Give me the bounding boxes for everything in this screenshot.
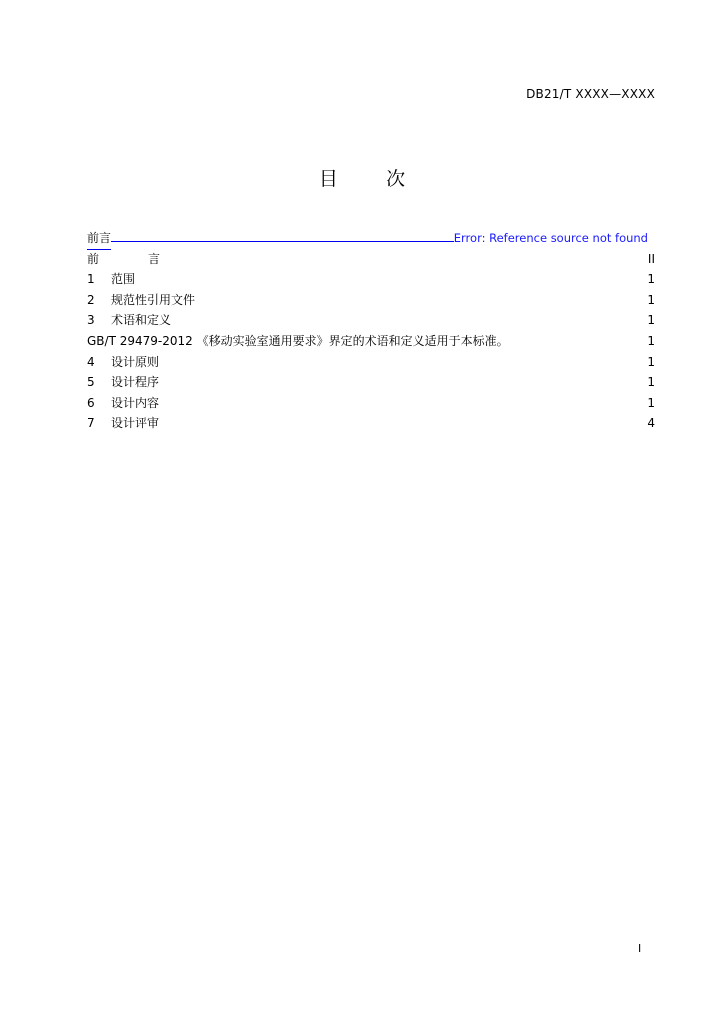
- standard-code: DB21/T XXXX—XXXX: [526, 87, 655, 101]
- toc-entry-label[interactable]: 术语和定义: [111, 313, 172, 328]
- toc-title: 目 次: [318, 168, 406, 190]
- toc-entry-number: 2: [87, 292, 95, 307]
- toc-entry-page[interactable]: 4: [647, 416, 655, 431]
- toc-entry-terms-note[interactable]: [87, 331, 655, 352]
- toc-entry-foreword-link[interactable]: [87, 228, 648, 249]
- toc-entry-page[interactable]: 1: [647, 272, 655, 287]
- toc-entry-design-procedure[interactable]: [87, 372, 655, 393]
- toc-entry-number: 5: [87, 375, 95, 390]
- toc-entry-page[interactable]: 1: [647, 333, 655, 348]
- toc-entry-number: 1: [87, 272, 95, 287]
- toc-entry-label[interactable]: 范围: [111, 272, 136, 287]
- toc-entry-label[interactable]: 设计程序: [111, 375, 160, 390]
- toc-entry-label[interactable]: 设计原则: [111, 354, 160, 369]
- toc-entry-terms[interactable]: [87, 310, 655, 331]
- page-number: I: [638, 942, 642, 955]
- toc-entry-design-content[interactable]: [87, 393, 655, 414]
- toc-leader-dots: [111, 241, 454, 242]
- toc-entry-label[interactable]: 设计评审: [111, 416, 160, 431]
- toc-entry-page-error[interactable]: Error: Reference source not found: [453, 231, 648, 245]
- toc-entry-page[interactable]: II: [647, 251, 655, 266]
- toc-entry-number: 4: [87, 354, 95, 369]
- toc-entry-label[interactable]: 规范性引用文件: [111, 292, 196, 307]
- toc-entry-scope[interactable]: [87, 269, 655, 290]
- toc-entry-label[interactable]: 前言: [87, 228, 111, 250]
- toc-entry-number: 7: [87, 416, 95, 431]
- toc-entry-label[interactable]: 前 言: [87, 251, 161, 266]
- toc-entry-label[interactable]: 设计内容: [111, 395, 160, 410]
- toc-entry-design-principles[interactable]: [87, 352, 655, 373]
- toc-entry-page[interactable]: 1: [647, 313, 655, 328]
- toc-entry-foreword[interactable]: [87, 249, 655, 270]
- toc-entry-page[interactable]: 1: [647, 292, 655, 307]
- toc-entry-normative-references[interactable]: [87, 290, 655, 311]
- toc-entry-page[interactable]: 1: [647, 395, 655, 410]
- toc-entry-number: 6: [87, 395, 95, 410]
- toc-entry-number: 3: [87, 313, 95, 328]
- toc-entry-page[interactable]: 1: [647, 354, 655, 369]
- table-of-contents: [87, 228, 655, 434]
- toc-entry-label[interactable]: GB/T 29479-2012 《移动实验室通用要求》界定的术语和定义适用于本标准。: [87, 333, 509, 348]
- toc-entry-design-review[interactable]: [87, 413, 655, 434]
- toc-entry-page[interactable]: 1: [647, 375, 655, 390]
